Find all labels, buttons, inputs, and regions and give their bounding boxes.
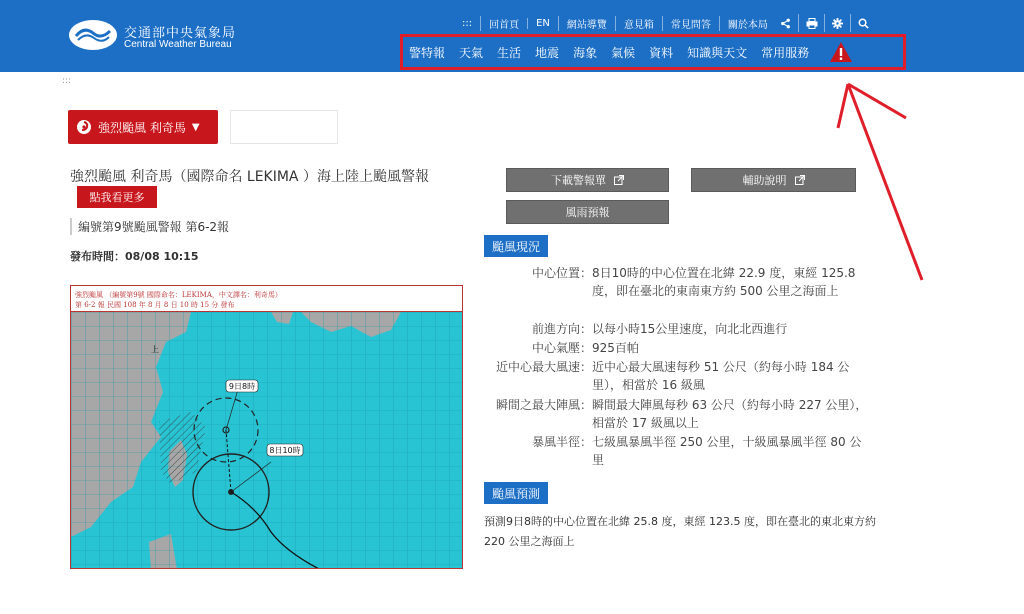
download-warning-button[interactable] xyxy=(506,168,669,192)
rain-forecast-label: 風雨預報 xyxy=(565,206,610,219)
util-skip-link[interactable]: ::: xyxy=(462,17,473,29)
map-canvas xyxy=(71,312,463,569)
gear-icon[interactable] xyxy=(824,14,850,32)
status-value: 瞬間最大陣風每秒 63 公尺（約每小時 227 公里），相當於 17 級風以上 xyxy=(592,398,868,430)
map-header-line-1: 強烈颱風 （編號第9號 國際命名：LEKIMA，中文譯名：利奇馬） xyxy=(75,291,282,299)
status-value: 以每小時15公里速度，向北北西進行 xyxy=(592,322,788,336)
typhoon-track-map[interactable] xyxy=(70,285,463,569)
status-section-title: 颱風現況 xyxy=(484,235,548,257)
main-nav xyxy=(400,34,906,70)
typhoon-select-secondary[interactable] xyxy=(230,110,338,144)
util-faq-link[interactable]: 常見問答 xyxy=(662,16,719,31)
forecast-text: 預測9日8時的中心位置在北緯 25.8 度，東經 123.5 度，即在臺北的東北東方約 220 公里之海面上 xyxy=(484,515,876,548)
logo-title-en[interactable]: Central Weather Bureau xyxy=(124,39,232,50)
typhoon-select-label: 強烈颱風 利奇馬 xyxy=(98,120,186,135)
external-link-icon xyxy=(614,175,624,185)
nav-earthquake[interactable]: 地震 xyxy=(535,45,560,60)
util-english-link[interactable]: EN xyxy=(527,18,558,29)
utility-icons xyxy=(772,14,876,32)
status-row-max-wind xyxy=(484,358,872,394)
publish-time: 發布時間：08/08 10:15 xyxy=(70,250,199,263)
util-about-link[interactable]: 關於本局 xyxy=(719,16,776,31)
warning-subtitle: 編號第9號颱風警報 第6-2報 xyxy=(70,218,229,235)
nav-marine[interactable]: 海象 xyxy=(573,45,598,60)
site-header xyxy=(0,0,1024,72)
nav-warnings[interactable]: 警特報 xyxy=(409,45,446,60)
logo-title-zh[interactable]: 交通部中央氣象局 xyxy=(124,26,237,41)
print-icon[interactable] xyxy=(798,14,824,32)
breadcrumb-skip[interactable]: ::: xyxy=(62,76,72,86)
status-row-position xyxy=(484,264,872,300)
nav-services[interactable]: 常用服務 xyxy=(761,45,810,60)
status-value: 近中心最大風速每秒 51 公尺（約每小時 184 公里），相當於 16 級風 xyxy=(592,360,850,392)
download-warning-label: 下載警報單 xyxy=(551,174,606,187)
rain-forecast-button[interactable] xyxy=(506,200,669,224)
status-row-pressure xyxy=(484,339,872,357)
status-label: 暴風半徑： xyxy=(531,435,592,449)
annotation-arrow xyxy=(830,70,940,290)
map-header-line-2: 第 6-2 報 民國 108 年 8 月 8 日 10 時 15 分 發布 xyxy=(75,301,235,309)
typhoon-select-dropdown[interactable] xyxy=(68,110,218,144)
nav-climate[interactable]: 氣候 xyxy=(611,45,636,60)
external-link-icon xyxy=(795,175,805,185)
label-current-position: 8日10時 xyxy=(269,446,301,455)
status-value: 8日10時的中心位置在北緯 22.9 度，東經 125.8 度，即在臺北的東南東方約 500 公里之海面上 xyxy=(592,266,856,298)
nav-knowledge[interactable]: 知識與天文 xyxy=(687,45,748,60)
utility-links xyxy=(454,14,776,32)
status-label: 前進方向： xyxy=(531,322,592,336)
search-icon[interactable] xyxy=(850,14,876,32)
label-future-position: 9日8時 xyxy=(228,382,256,391)
help-button-label: 輔助說明 xyxy=(742,174,787,187)
see-more-button[interactable]: 點我看更多 xyxy=(77,186,157,208)
warning-icon[interactable] xyxy=(829,41,853,63)
place-label-shanghai: 上 xyxy=(151,345,159,354)
util-home-link[interactable]: 回首頁 xyxy=(480,16,527,31)
share-icon[interactable] xyxy=(772,14,798,32)
status-label: 中心位置： xyxy=(531,266,592,280)
nav-life[interactable]: 生活 xyxy=(497,45,522,60)
status-label: 瞬間之最大陣風： xyxy=(495,398,592,412)
util-feedback-link[interactable]: 意見箱 xyxy=(615,16,662,31)
status-label: 近中心最大風速： xyxy=(495,360,592,374)
status-row-radius xyxy=(484,433,872,469)
status-value: 925百帕 xyxy=(592,341,639,355)
nav-data[interactable]: 資料 xyxy=(649,45,674,60)
status-label: 中心氣壓： xyxy=(531,341,592,355)
map-header xyxy=(71,286,462,312)
cwb-logo[interactable] xyxy=(68,18,118,52)
nav-weather[interactable]: 天氣 xyxy=(459,45,484,60)
forecast-section-title: 颱風預測 xyxy=(484,482,548,504)
status-value: 七級風暴風半徑 250 公里，十級風暴風半徑 80 公里 xyxy=(592,435,862,467)
warning-title: 強烈颱風 利奇馬（國際命名 LEKIMA ）海上陸上颱風警報 xyxy=(70,169,429,185)
status-row-gust xyxy=(484,396,872,432)
status-row-direction xyxy=(484,320,872,338)
typhoon-icon xyxy=(76,119,92,135)
caret-down-icon: ▼ xyxy=(191,121,200,133)
util-sitemap-link[interactable]: 網站導覽 xyxy=(558,16,615,31)
